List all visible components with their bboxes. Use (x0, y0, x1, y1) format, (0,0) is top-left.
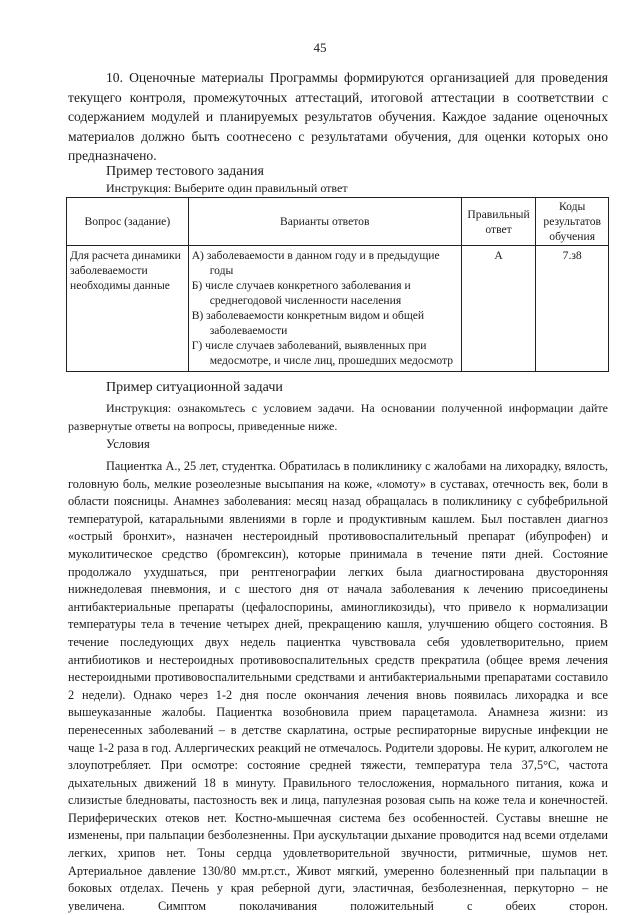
answer-option-a: А) заболеваемости в данном году и в предыдущие годы (191, 249, 440, 277)
header-question: Вопрос (задание) (67, 198, 189, 246)
header-variants: Варианты ответов (188, 198, 461, 246)
answer-option-b: Б) числе случаев конкретного заболевания и среднегодовой численности населения (191, 279, 411, 307)
intro-paragraph: 10. Оценочные материалы Программы формируются организацией для проведения текущего контроля, промежуточных аттестаций, итоговой аттестации в соответствии с содержанием модулей и планируемых результатов обучения. Каждое задание оценочных материалов должно быть соотнесено с результатами обучения, для оценки которых оно предназначено. (68, 70, 608, 163)
correct-answer-cell: А (461, 246, 536, 372)
header-result-codes: Коды результатов обучения (536, 198, 609, 246)
result-code-cell: 7.з8 (536, 246, 609, 372)
conditions-title: Условия (106, 437, 150, 451)
table-row (67, 246, 609, 372)
answer-option-g: Г) числе случаев заболеваний, выявленных при медосмотре, и числе лиц, прошедших медосмотр (191, 339, 454, 367)
page-number: 45 (313, 40, 327, 55)
test-example-title: Пример тестового задания (106, 164, 264, 179)
situational-task-title: Пример ситуационной задачи (106, 380, 283, 395)
options-cell (188, 246, 461, 372)
situational-instruction: Инструкция: ознакомьтесь с условием задачи. На основании полученной информации дайте развернутые ответы на вопросы, приведенные ниже. (68, 401, 608, 433)
conditions-text: Пациентка А., 25 лет, студентка. Обратилась в поликлинику с жалобами на лихорадку, вялость, головную боль, мелкие розеолезные высыпания на коже, «ломоту» в суставах, отечность век, боли в области поясницы. Анамнез заболевания: месяц назад обращалась в поликлинику с субфебрильной температурой, катаральными явлениями в горле и продуктивным кашлем. Был поставлен диагноз «острый бронхит», назначен нестероидный противовоспалительный препарат (ибупрофен) и муколитическое средство (бромгексин), которые принимала в течение пяти дней. Состояние продолжало ухудшаться, при рентгенографии легких была диагностирована двусторонняя нижнедолевая пневмония, и с шестого дня от начала заболевания к лечению присоединены антибактериальные препараты (цефалоспорины, аминогликозиды), что привело к нормализации температуры тела в течение четырех дней, прекращению кашля, улучшению общего состояния. В течение последующих двух недель пациентка чувствовала себя удовлетворительно, прием антибиотиков и нестероидных противовоспалительных средств прекратила (общее время лечения нестероидными противовоспалительными средствами и антибактериальными препаратами составило 2 недели). Однако через 1-2 дня после окончания лечения вновь появилась лихорадка и все вышеуказанные жалобы. Пациентка возобновила прием парацетамола. Анамнеза жизни: из перенесенных заболеваний – в детстве скарлатина, острые респираторные вирусные инфекции не чаще 1-2 раза в год. Аллергических реакций не отмечалось. Родители здоровы. Не курит, алкоголем не злоупотребляет. При осмотре: состояние средней тяжести, температура тела 37,5°С, частота дыхательных движений 18 в минуту. Правильного телосложения, нормального питания, кожа и слизистые бледноваты, пастозность век и лица, папулезная розовая сыпь на коже тела и конечностей. Периферических отеков нет. Костно-мышечная система без особенностей. Суставы внешне не изменены, при пальпации безболезненны. При аускультации дыхание проводится над всеми отделами легких, хрипов нет. Тоны сердца удовлетворительной звучности, ритмичные, шумов нет. Артериальное давление 130/80 мм.рт.ст., Живот мягкий, умеренно болезненный при пальпации в боковых отделах. Печень у края реберной дуги, эластичная, безболезненная, перкуторно – не увеличена. Симптом поколачивания положительный с обеих сторон. (68, 459, 608, 913)
test-task-table (66, 197, 609, 372)
table-header-row (67, 198, 609, 246)
question-cell: Для расчета динамики заболеваемости необходимы данные (67, 246, 189, 372)
answer-option-v: В) заболеваемости конкретным видом и общей заболеваемости (191, 309, 425, 337)
header-correct-answer: Правильный ответ (461, 198, 536, 246)
test-instruction: Инструкция: Выберите один правильный ответ (106, 181, 348, 195)
